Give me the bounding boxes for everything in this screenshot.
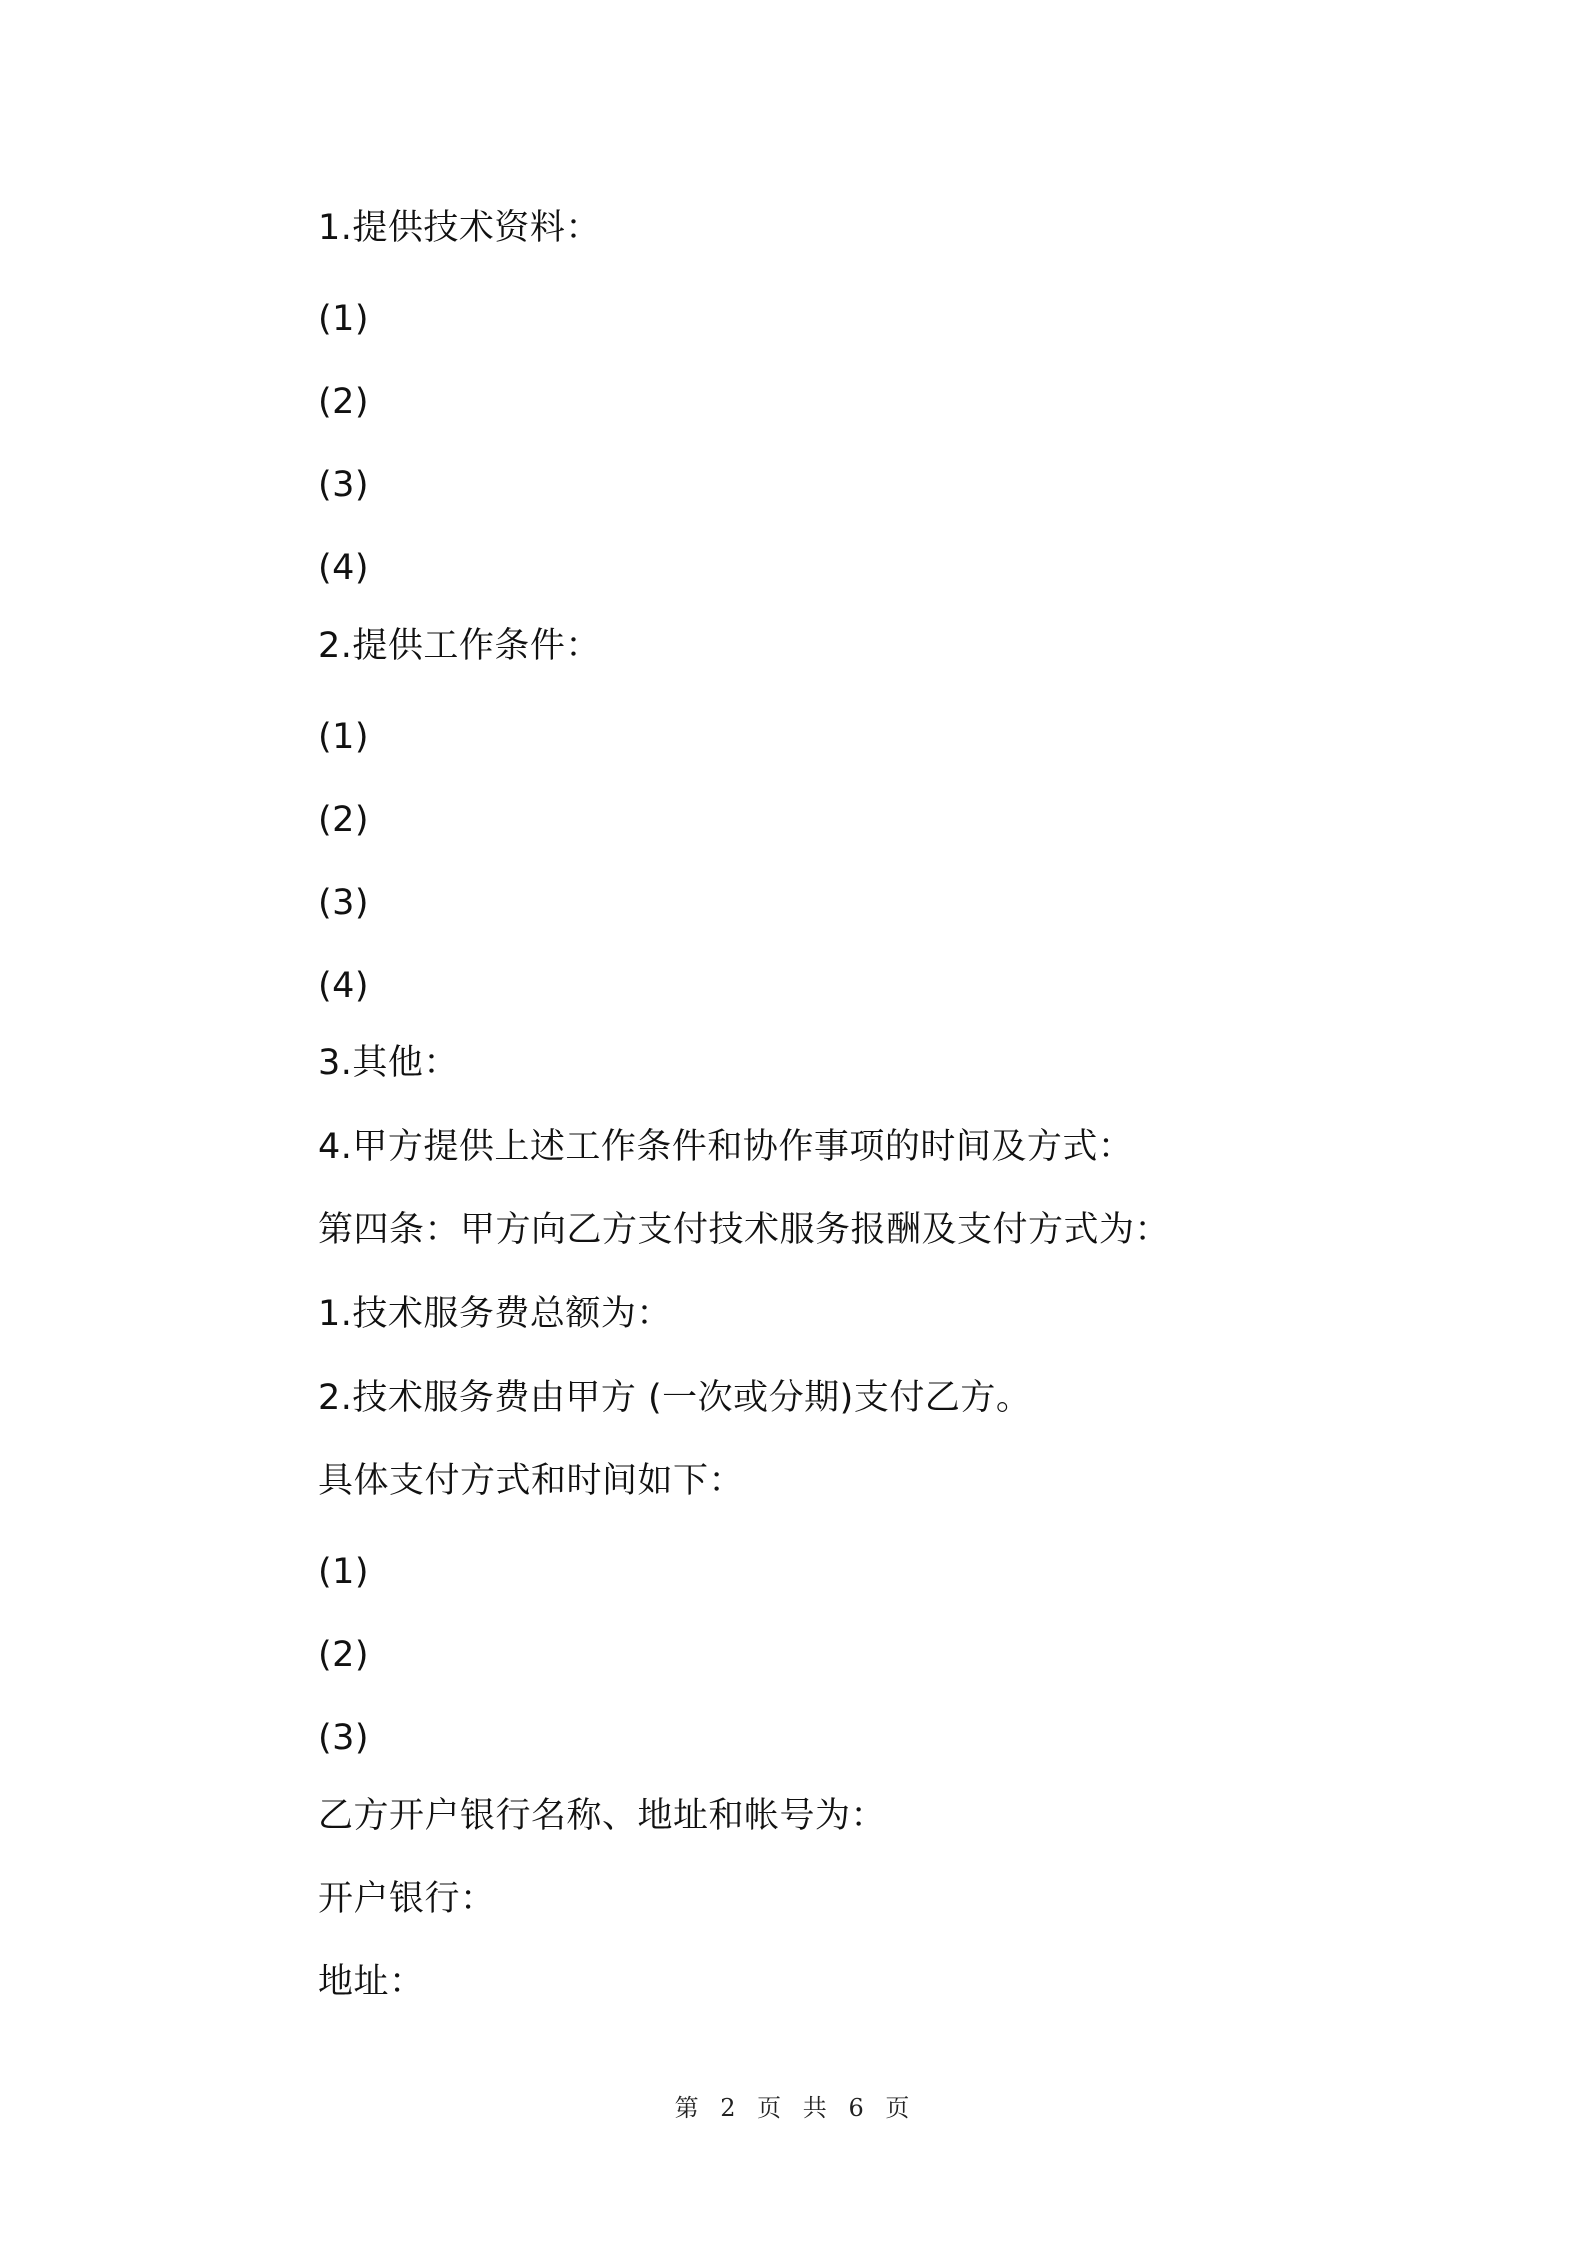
list-item: (2) <box>318 800 370 840</box>
article-heading: 第四条：甲方向乙方支付技术服务报酬及支付方式为： <box>318 1210 1171 1250</box>
paragraph: 开户银行： <box>318 1879 496 1919</box>
list-item: (1) <box>318 299 370 339</box>
paragraph: 乙方开户银行名称、地址和帐号为： <box>318 1796 887 1836</box>
list-item: (4) <box>318 548 370 588</box>
list-item: (2) <box>318 1635 370 1675</box>
list-item: (3) <box>318 883 370 923</box>
paragraph: 4.甲方提供上述工作条件和协作事项的时间及方式： <box>318 1127 1134 1167</box>
paragraph: 地址： <box>318 1962 425 2002</box>
list-item: (3) <box>318 465 370 505</box>
list-item: (1) <box>318 1552 370 1592</box>
paragraph: 1.技术服务费总额为： <box>318 1294 672 1334</box>
list-item: (4) <box>318 966 370 1006</box>
section-heading: 2.提供工作条件： <box>318 626 601 666</box>
list-item: (3) <box>318 1718 370 1758</box>
paragraph: 2.技术服务费由甲方 (一次或分期)支付乙方。 <box>318 1378 1032 1418</box>
paragraph: 具体支付方式和时间如下： <box>318 1461 745 1501</box>
list-item: (2) <box>318 382 370 422</box>
list-item: (1) <box>318 717 370 757</box>
section-heading: 1.提供技术资料： <box>318 208 601 248</box>
page-number-footer: 第 2 页 共 6 页 <box>674 2094 912 2122</box>
section-heading: 3.其他： <box>318 1043 459 1083</box>
